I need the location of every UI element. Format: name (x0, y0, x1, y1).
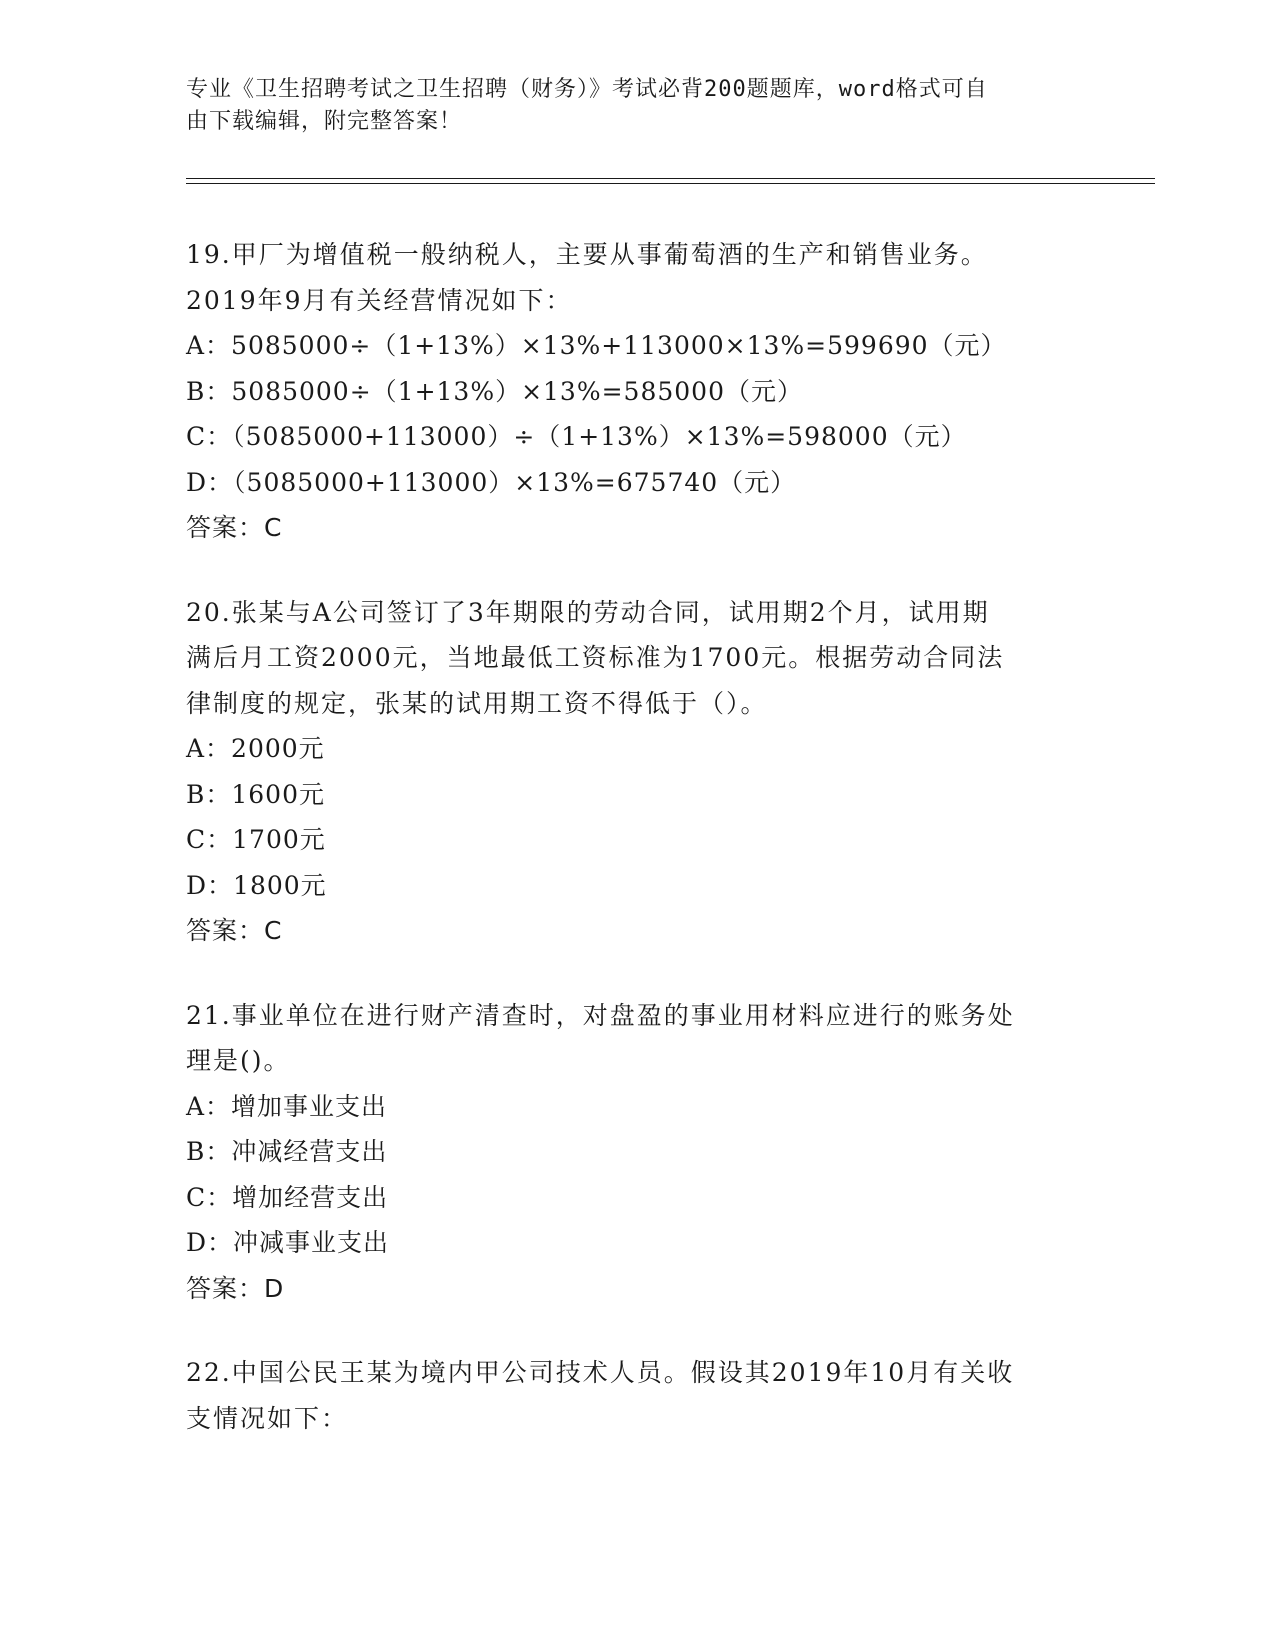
question-stem-line: 19.甲厂为增值税一般纳税人，主要从事葡萄酒的生产和销售业务。 (186, 240, 988, 269)
question-stem-line: 22.中国公民王某为境内甲公司技术人员。假设其2019年10月有关收 (186, 1358, 1015, 1387)
question-19 (186, 232, 1086, 551)
header-divider-top (186, 178, 1155, 179)
option-a: A：增加事业支出 (186, 1091, 388, 1121)
question-20 (186, 590, 1086, 954)
question-list (186, 232, 1086, 1480)
option-b: B：冲减经营支出 (186, 1137, 388, 1166)
question-stem-line: 20.张某与A公司签订了3年期限的劳动合同，试用期2个月，试用期 (186, 597, 990, 627)
question-stem-line: 律制度的规定，张某的试用期工资不得低于（）。 (186, 688, 768, 718)
option-d: D：（5085000+113000）×13%=675740（元） (186, 467, 797, 497)
question-21 (186, 993, 1086, 1312)
option-b: B：5085000÷（1+13%）×13%=585000（元） (186, 376, 803, 406)
option-b: B：1600元 (186, 779, 325, 809)
option-a: A：2000元 (186, 734, 325, 763)
header-line-1: 专业《卫生招聘考试之卫生招聘（财务）》考试必背200题题库，word格式可自 (186, 77, 988, 102)
document-header (186, 74, 1066, 138)
answer-line: 答案：C (186, 513, 283, 542)
option-a: A：5085000÷（1+13%）×13%+113000×13%=599690（元） (186, 331, 1007, 360)
question-stem-line: 支情况如下： (186, 1403, 349, 1433)
option-c: C：1700元 (186, 825, 326, 854)
option-c: C：增加经营支出 (186, 1182, 389, 1212)
header-line-2: 由下载编辑，附完整答案！ (186, 109, 463, 134)
question-stem-line: 2019年9月有关经营情况如下： (186, 285, 573, 315)
question-22 (186, 1350, 1086, 1441)
question-stem-line: 21.事业单位在进行财产清查时，对盘盈的事业用材料应进行的账务处 (186, 1000, 1015, 1030)
option-d: D：1800元 (186, 870, 327, 900)
answer-line: 答案：D (186, 1273, 285, 1303)
option-d: D：冲减事业支出 (186, 1228, 390, 1257)
question-stem-line: 理是()。 (186, 1046, 291, 1075)
header-divider-bottom (186, 183, 1155, 184)
answer-line: 答案：C (186, 916, 283, 945)
question-stem-line: 满后月工资2000元，当地最低工资标准为1700元。根据劳动合同法 (186, 643, 1005, 672)
option-c: C：（5085000+113000）÷（1+13%）×13%=598000（元） (186, 422, 967, 451)
